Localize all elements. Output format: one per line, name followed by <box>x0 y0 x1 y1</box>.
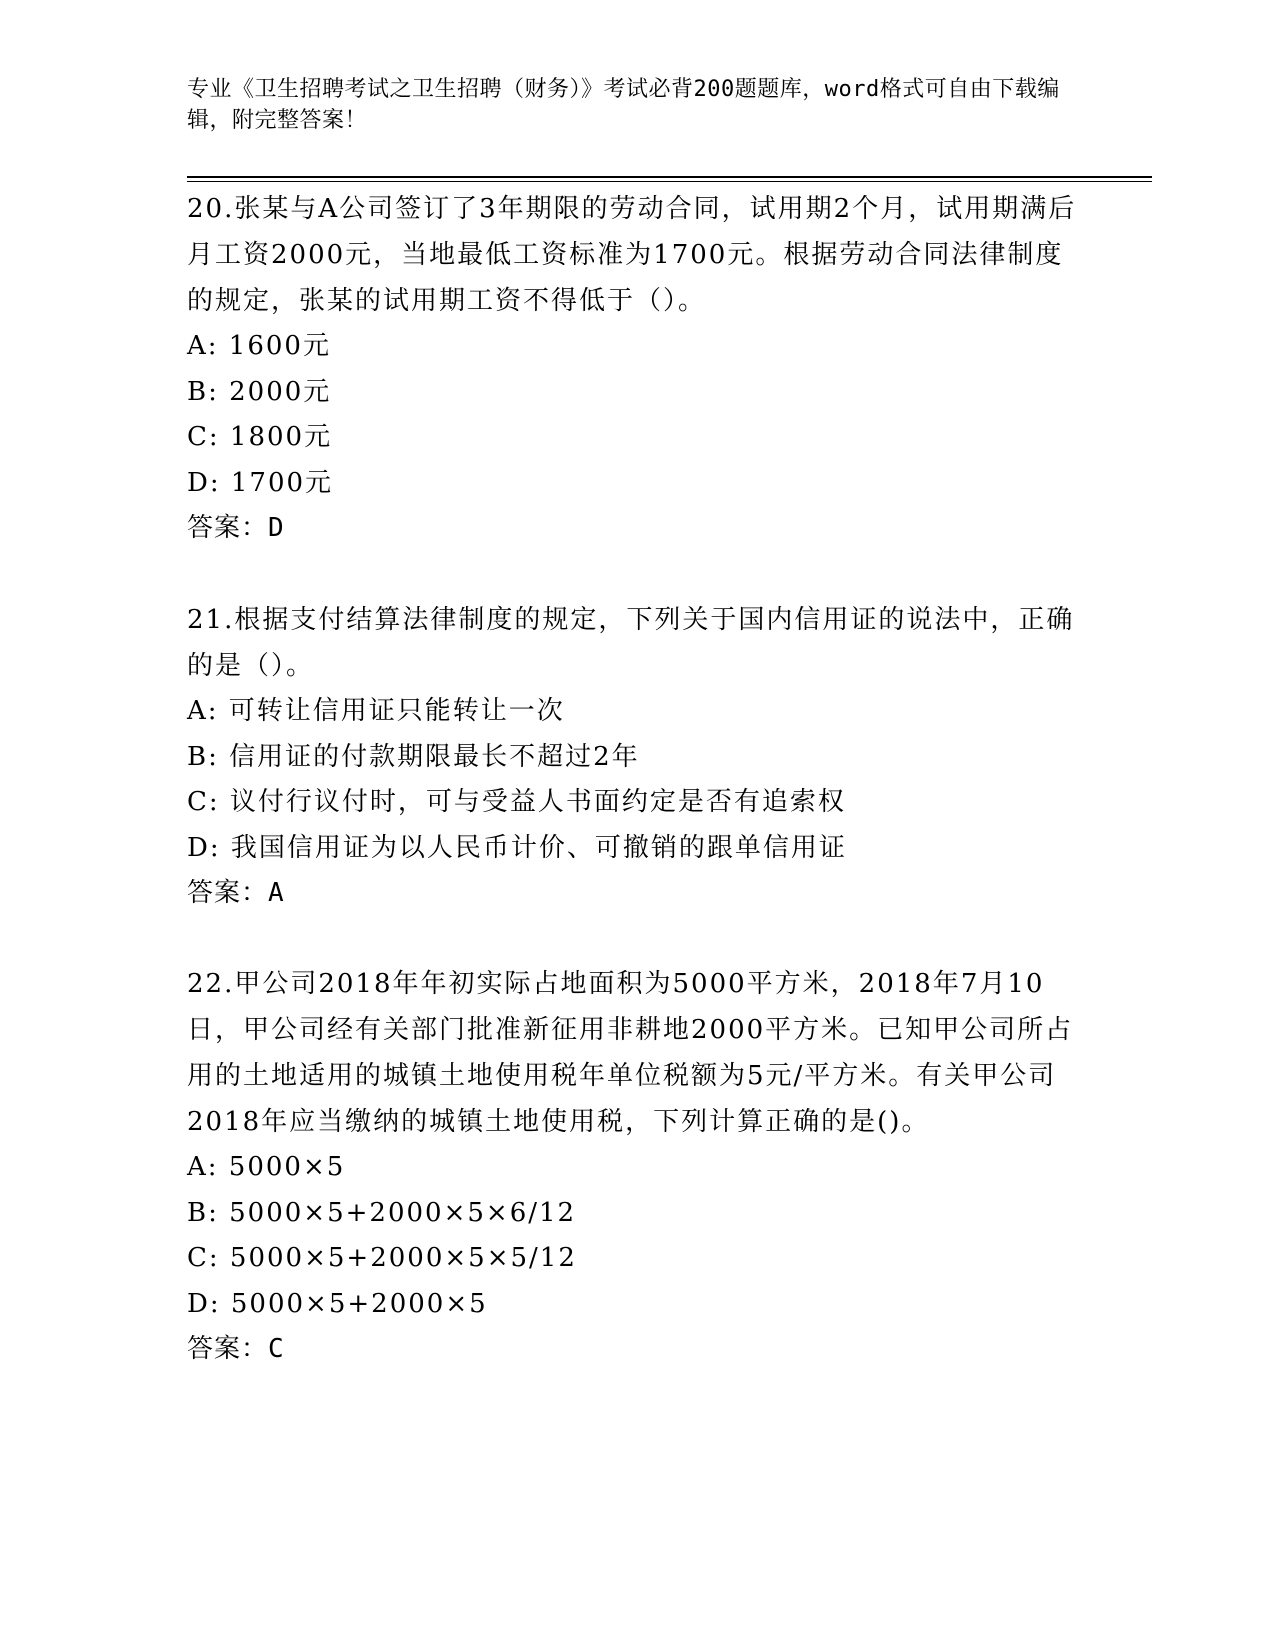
option-c: C: 5000×5+2000×5×5/12 <box>187 1243 577 1273</box>
option-a: A: 5000×5 <box>187 1152 346 1182</box>
question-20 <box>187 186 1087 551</box>
option-a: A: 可转让信用证只能转让一次 <box>187 696 565 726</box>
option-a: A: 1600元 <box>187 331 331 361</box>
answer: 答案：A <box>187 878 285 908</box>
option-b: B: 2000元 <box>187 376 332 407</box>
question-stem: 20.张某与A公司签订了3年期限的劳动合同，试用期2个月，试用期满后月工资2000元，当地最低工资标准为1700元。根据劳动合同法律制度的规定，张某的试用期工资不得低于（）。 <box>187 194 1077 316</box>
option-d: D: 5000×5+2000×5 <box>187 1288 488 1319</box>
option-c: C: 1800元 <box>187 422 333 452</box>
header-divider <box>187 176 1152 178</box>
option-b: B: 信用证的付款期限最长不超过2年 <box>187 741 640 772</box>
option-d: D: 我国信用证为以人民币计价、可撤销的跟单信用证 <box>187 832 847 863</box>
answer: 答案：C <box>187 1334 285 1364</box>
answer: 答案：D <box>187 513 285 543</box>
option-b: B: 5000×5+2000×5×6/12 <box>187 1197 577 1228</box>
question-22 <box>187 961 1087 1372</box>
question-stem: 22.甲公司2018年年初实际占地面积为5000平方米，2018年7月10日，甲公司经有关部门批准新征用非耕地2000平方米。已知甲公司所占用的土地适用的城镇土地使用税年单位税额为5元/平方米。有关甲公司2018年应当缴纳的城镇土地使用税，下列计算正确的是()。 <box>187 969 1074 1137</box>
question-stem: 21.根据支付结算法律制度的规定，下列关于国内信用证的说法中，正确的是（）。 <box>187 605 1075 681</box>
option-c: C: 议付行议付时，可与受益人书面约定是否有追索权 <box>187 787 846 817</box>
document-header: 专业《卫生招聘考试之卫生招聘（财务）》考试必背200题题库，word格式可自由下载编辑，附完整答案！ <box>187 77 1060 133</box>
header-divider-thin <box>187 181 1152 182</box>
option-d: D: 1700元 <box>187 467 334 498</box>
question-21 <box>187 597 1087 916</box>
